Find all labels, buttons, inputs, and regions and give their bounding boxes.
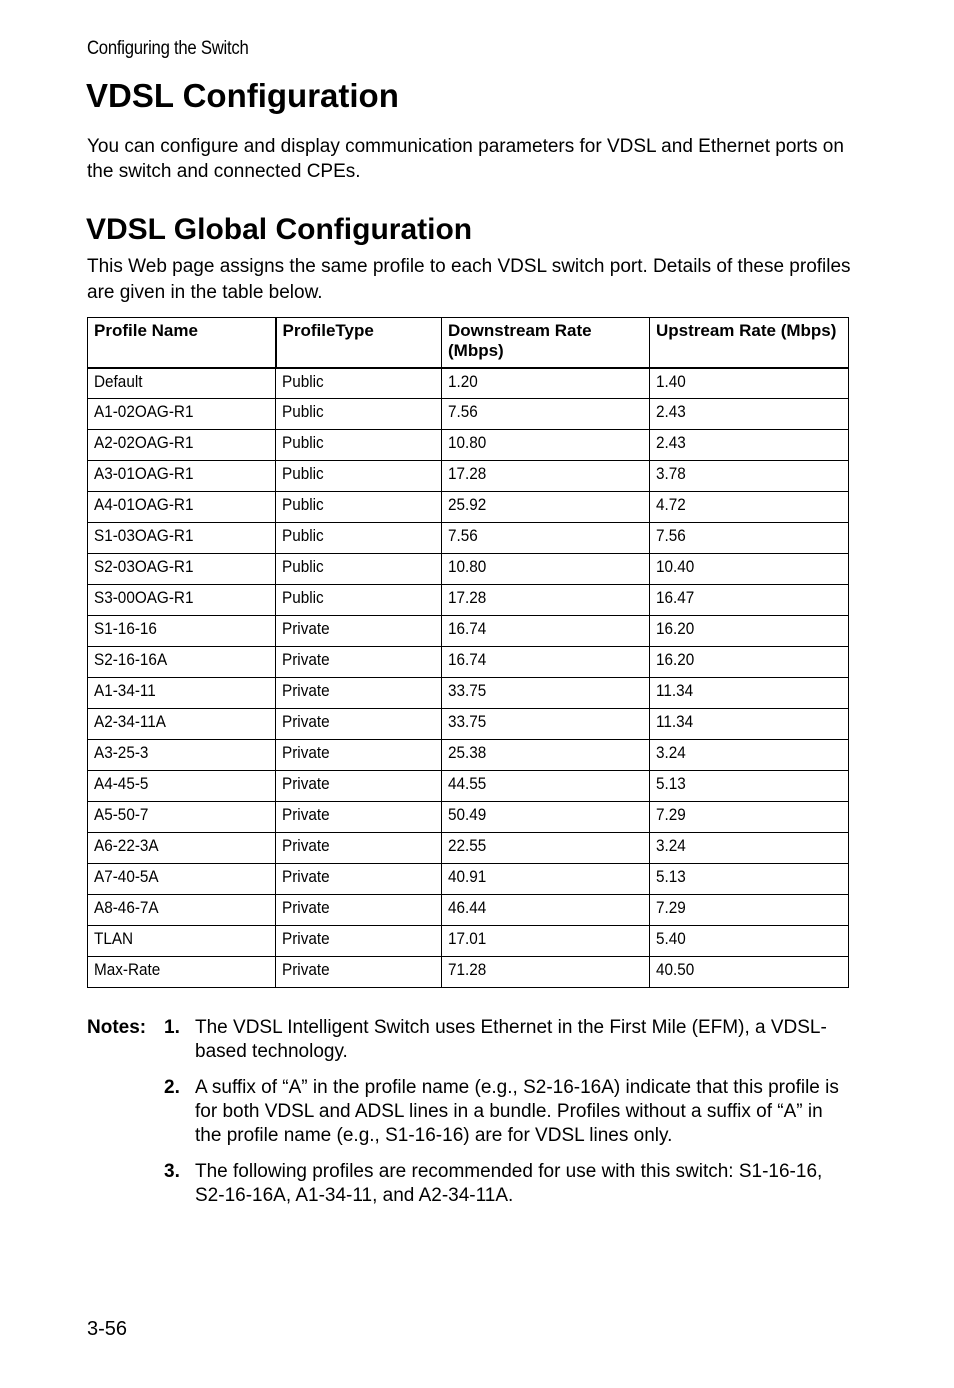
cell-upstream-rate (650, 926, 849, 957)
table-row (88, 926, 849, 957)
cell-profile-type (276, 554, 442, 585)
cell-text: Public (282, 402, 324, 421)
cell-text: 25.38 (448, 743, 487, 762)
cell-text: Private (282, 743, 330, 762)
cell-text: A2-34-11A (94, 712, 167, 731)
table-row (88, 864, 849, 895)
cell-upstream-rate (650, 461, 849, 492)
cell-profile-type (276, 895, 442, 926)
cell-upstream-rate (650, 864, 849, 895)
cell-text: 10.40 (656, 557, 695, 576)
cell-upstream-rate (650, 399, 849, 430)
header-profile-type: ProfileType (276, 318, 442, 368)
cell-text: 4.72 (656, 495, 686, 514)
cell-downstream-rate (442, 833, 650, 864)
cell-text: S3-00OAG-R1 (94, 588, 194, 607)
table-row (88, 492, 849, 523)
cell-downstream-rate (442, 864, 650, 895)
cell-profile-type (276, 368, 442, 399)
cell-text: 46.44 (448, 898, 487, 917)
cell-text: Public (282, 495, 324, 514)
cell-profile-name (88, 864, 276, 895)
cell-text: Private (282, 712, 330, 731)
page-number: 3-56 (87, 1318, 128, 1340)
cell-text: Private (282, 650, 330, 669)
cell-text: 7.29 (656, 898, 686, 917)
cell-profile-name (88, 399, 276, 430)
cell-text: 25.92 (448, 495, 487, 514)
cell-profile-type (276, 461, 442, 492)
table-row (88, 554, 849, 585)
cell-text: 3.24 (656, 743, 686, 762)
cell-profile-name (88, 926, 276, 957)
note-number: 2. (164, 1077, 180, 1098)
cell-text: 40.50 (656, 960, 695, 979)
cell-text: Public (282, 433, 324, 452)
cell-profile-type (276, 864, 442, 895)
subsection-description: This Web page assigns the same profile to each VDSL switch port. Details of these profiles are given in the table below. (87, 256, 851, 303)
note-item (164, 1076, 844, 1148)
cell-upstream-rate (650, 771, 849, 802)
table-row (88, 585, 849, 616)
cell-text: A8-46-7A (94, 898, 159, 917)
cell-text: A3-01OAG-R1 (94, 464, 194, 483)
cell-upstream-rate (650, 833, 849, 864)
note-number: 3. (164, 1161, 180, 1182)
section-title: VDSL Configuration (86, 77, 399, 114)
cell-upstream-rate (650, 895, 849, 926)
cell-text: 16.74 (448, 619, 487, 638)
cell-text: 2.43 (656, 402, 686, 421)
cell-text: 7.56 (448, 402, 478, 421)
table-row (88, 399, 849, 430)
table-row (88, 430, 849, 461)
note-item (164, 1016, 844, 1064)
cell-downstream-rate (442, 957, 650, 988)
cell-text: 17.28 (448, 464, 487, 483)
cell-text: 2.43 (656, 433, 686, 452)
cell-profile-name (88, 585, 276, 616)
table-row (88, 678, 849, 709)
profile-table (87, 317, 849, 988)
cell-profile-name (88, 492, 276, 523)
cell-upstream-rate (650, 678, 849, 709)
cell-downstream-rate (442, 647, 650, 678)
cell-text: 1.40 (656, 371, 686, 391)
cell-profile-type (276, 647, 442, 678)
cell-text: Max-Rate (94, 960, 161, 979)
subsection-title: VDSL Global Configuration (86, 213, 473, 246)
cell-upstream-rate (650, 368, 849, 399)
cell-downstream-rate (442, 740, 650, 771)
cell-downstream-rate (442, 771, 650, 802)
cell-profile-name (88, 771, 276, 802)
cell-downstream-rate (442, 802, 650, 833)
header-downstream-rate: Downstream Rate (Mbps) (442, 318, 650, 368)
cell-downstream-rate (442, 430, 650, 461)
cell-text: 16.20 (656, 650, 695, 669)
cell-profile-type (276, 802, 442, 833)
cell-profile-name (88, 957, 276, 988)
cell-text: 5.40 (656, 929, 686, 948)
cell-text: 71.28 (448, 960, 487, 979)
cell-profile-type (276, 678, 442, 709)
cell-upstream-rate (650, 430, 849, 461)
cell-profile-type (276, 492, 442, 523)
cell-profile-name (88, 616, 276, 647)
cell-text: Public (282, 526, 324, 545)
note-number: 1. (164, 1017, 180, 1038)
cell-text: 16.20 (656, 619, 695, 638)
cell-text: 33.75 (448, 681, 487, 700)
note-text: The VDSL Intelligent Switch uses Ethernet in the First Mile (EFM), a VDSL-based technology. (195, 1017, 827, 1062)
cell-text: 7.56 (656, 526, 686, 545)
cell-profile-name (88, 368, 276, 399)
cell-text: Public (282, 557, 324, 576)
table-body (88, 368, 849, 988)
cell-upstream-rate (650, 523, 849, 554)
cell-profile-type (276, 926, 442, 957)
running-head: Configuring the Switch (87, 38, 249, 59)
table-header-row (88, 318, 849, 368)
cell-text: 1.20 (448, 371, 478, 391)
cell-upstream-rate (650, 957, 849, 988)
cell-text: Private (282, 774, 330, 793)
cell-text: TLAN (94, 929, 134, 948)
cell-downstream-rate (442, 554, 650, 585)
cell-downstream-rate (442, 399, 650, 430)
cell-profile-name (88, 802, 276, 833)
cell-text: 22.55 (448, 836, 487, 855)
cell-downstream-rate (442, 368, 650, 399)
cell-profile-name (88, 709, 276, 740)
header-profile-name: Profile Name (88, 318, 276, 368)
cell-text: S2-03OAG-R1 (94, 557, 194, 576)
note-text: A suffix of “A” in the profile name (e.g., S2-16-16A) indicate that this profile is for both VDSL and ADSL lines in a bundle. Profiles without a suffix of “A” in the profile name (e.g., S1-16-16) are for VDSL lines only. (195, 1077, 839, 1146)
cell-text: Private (282, 805, 330, 824)
table-row (88, 957, 849, 988)
cell-text: 33.75 (448, 712, 487, 731)
cell-text: 10.80 (448, 557, 487, 576)
cell-downstream-rate (442, 678, 650, 709)
cell-text: Private (282, 960, 330, 979)
cell-profile-type (276, 771, 442, 802)
table-row (88, 740, 849, 771)
cell-profile-name (88, 554, 276, 585)
cell-upstream-rate (650, 616, 849, 647)
cell-text: A5-50-7 (94, 805, 149, 824)
cell-downstream-rate (442, 492, 650, 523)
cell-upstream-rate (650, 647, 849, 678)
table-row (88, 833, 849, 864)
cell-text: A4-45-5 (94, 774, 149, 793)
section-intro: You can configure and display communication parameters for VDSL and Ethernet ports on the switch and connected CPEs. (87, 136, 844, 182)
cell-text: Private (282, 898, 330, 917)
cell-text: 3.24 (656, 836, 686, 855)
cell-text: A1-02OAG-R1 (94, 402, 194, 421)
cell-upstream-rate (650, 740, 849, 771)
cell-profile-type (276, 616, 442, 647)
table-row (88, 523, 849, 554)
cell-text: 17.28 (448, 588, 487, 607)
table-row (88, 647, 849, 678)
cell-text: Private (282, 867, 330, 886)
cell-text: Private (282, 619, 330, 638)
cell-text: 50.49 (448, 805, 487, 824)
cell-profile-type (276, 833, 442, 864)
cell-text: A3-25-3 (94, 743, 149, 762)
cell-text: 5.13 (656, 774, 686, 793)
cell-text: 3.78 (656, 464, 686, 483)
cell-text: S2-16-16A (94, 650, 168, 669)
cell-profile-name (88, 895, 276, 926)
notes-label: Notes: (87, 1017, 147, 1038)
cell-text: 10.80 (448, 433, 487, 452)
cell-text: Default (94, 371, 143, 391)
cell-upstream-rate (650, 709, 849, 740)
cell-text: S1-16-16 (94, 619, 157, 638)
note-text: The following profiles are recommended for use with this switch: S1-16-16, S2-16-16A, A1-34-11, and A2-34-11A. (195, 1161, 823, 1206)
cell-downstream-rate (442, 616, 650, 647)
cell-profile-type (276, 957, 442, 988)
cell-upstream-rate (650, 802, 849, 833)
cell-profile-name (88, 647, 276, 678)
cell-profile-name (88, 430, 276, 461)
table-row (88, 616, 849, 647)
cell-text: Private (282, 681, 330, 700)
cell-profile-name (88, 461, 276, 492)
cell-text: Public (282, 371, 324, 391)
cell-profile-type (276, 523, 442, 554)
cell-text: Private (282, 836, 330, 855)
cell-text: 7.29 (656, 805, 686, 824)
cell-text: 16.47 (656, 588, 695, 607)
cell-text: 11.34 (656, 712, 694, 731)
cell-text: A6-22-3A (94, 836, 159, 855)
cell-downstream-rate (442, 709, 650, 740)
cell-text: 11.34 (656, 681, 694, 700)
cell-text: Private (282, 929, 330, 948)
cell-downstream-rate (442, 523, 650, 554)
table-row (88, 895, 849, 926)
table-row (88, 709, 849, 740)
cell-text: A7-40-5A (94, 867, 159, 886)
cell-text: Public (282, 464, 324, 483)
table-row (88, 771, 849, 802)
cell-profile-name (88, 740, 276, 771)
cell-profile-type (276, 430, 442, 461)
cell-text: 5.13 (656, 867, 686, 886)
cell-profile-name (88, 523, 276, 554)
cell-text: 44.55 (448, 774, 487, 793)
cell-text: Public (282, 588, 324, 607)
cell-text: A1-34-11 (94, 681, 156, 700)
cell-downstream-rate (442, 895, 650, 926)
cell-downstream-rate (442, 461, 650, 492)
cell-profile-name (88, 678, 276, 709)
cell-upstream-rate (650, 585, 849, 616)
cell-text: A2-02OAG-R1 (94, 433, 194, 452)
cell-upstream-rate (650, 492, 849, 523)
cell-text: 7.56 (448, 526, 478, 545)
table-row (88, 368, 849, 399)
cell-profile-type (276, 585, 442, 616)
cell-text: 40.91 (448, 867, 487, 886)
cell-downstream-rate (442, 585, 650, 616)
cell-profile-type (276, 709, 442, 740)
cell-text: 17.01 (448, 929, 487, 948)
header-upstream-rate: Upstream Rate (Mbps) (650, 318, 849, 368)
cell-text: S1-03OAG-R1 (94, 526, 194, 545)
cell-profile-name (88, 833, 276, 864)
cell-text: 16.74 (448, 650, 487, 669)
note-item (164, 1160, 844, 1208)
table-row (88, 461, 849, 492)
cell-downstream-rate (442, 926, 650, 957)
cell-text: A4-01OAG-R1 (94, 495, 194, 514)
cell-upstream-rate (650, 554, 849, 585)
table-row (88, 802, 849, 833)
cell-profile-type (276, 740, 442, 771)
cell-profile-type (276, 399, 442, 430)
